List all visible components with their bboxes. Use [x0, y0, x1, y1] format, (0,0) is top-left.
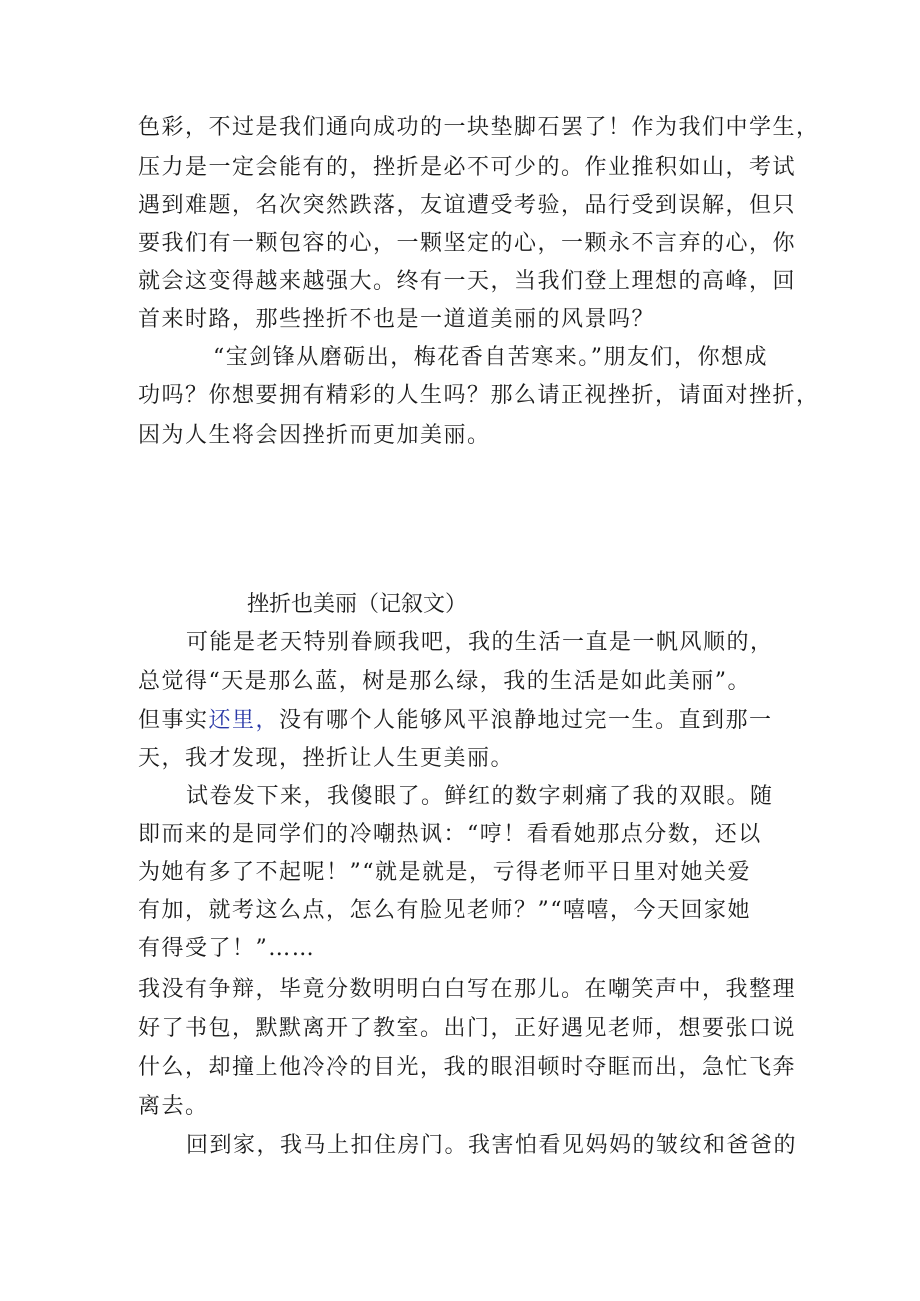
essay1-line-4: 要我们有一颗包容的心，一颗坚定的心，一颗永不言弃的心，你 [138, 231, 797, 256]
essay1-line-3: 遇到难题，名次突然跌落，友谊遭受考验，品行受到误解，但只 [138, 193, 797, 218]
essay2-line-6: 即而来的是同学们的冷嘲热讽：“哼！看看她那点分数，还以 [138, 822, 762, 847]
essay2-line-7: 为她有多了不起呢！”“就是就是，亏得老师平日里对她关爱 [138, 860, 751, 885]
essay1-line-1: 色彩，不过是我们通向成功的一块垫脚石罢了！作为我们中学生， [138, 115, 820, 140]
essay2-line-10: 我没有争辩，毕竟分数明明白白写在那儿。在嘲笑声中，我整理 [138, 977, 797, 1002]
essay2-line-4: 天，我才发现，挫折让人生更美丽。 [138, 746, 515, 771]
essay2-link-text[interactable]: 还里， [208, 708, 280, 733]
essay1-line-2: 压力是一定会能有的，挫折是必不可少的。作业推积如山，考试 [138, 155, 797, 180]
essay2-title: 挫折也美丽（记叙文） [247, 592, 468, 617]
essay2-line-3-end: 没有哪个人能够风平浪静地过完一生。直到那一 [279, 708, 773, 733]
essay2-line-11: 好了书包，默默离开了教室。出门，正好遇见老师，想要张口说 [138, 1016, 797, 1041]
essay1-line-6: 首来时路，那些挫折不也是一道道美丽的风景吗？ [138, 307, 656, 332]
essay2-line-3 [138, 706, 773, 736]
essay1-line-8: 功吗？你想要拥有精彩的人生吗？那么请正视挫折，请面对挫折， [138, 383, 820, 408]
essay1-line-9: 因为人生将会因挫折而更加美丽。 [138, 423, 491, 448]
essay2-line-14: 回到家，我马上扣住房门。我害怕看见妈妈的皱纹和爸爸的 [186, 1133, 798, 1158]
essay2-line-1: 可能是老天特别眷顾我吧，我的生活一直是一帆风顺的， [186, 630, 774, 655]
essay2-line-5: 试卷发下来，我傻眼了。鲜红的数字刺痛了我的双眼。随 [186, 784, 774, 809]
essay2-line-2: 总觉得“天是那么蓝，树是那么绿，我的生活是如此美丽”。 [138, 669, 751, 694]
essay2-line-12: 什么，却撞上他冷冷的目光，我的眼泪顿时夺眶而出，急忙飞奔 [138, 1055, 797, 1080]
essay1-line-7: “宝剑锋从磨砺出，梅花香自苦寒来。”朋友们，你想成 [213, 345, 768, 370]
essay1-line-5: 就会这变得越来越强大。终有一天，当我们登上理想的高峰，回 [138, 269, 797, 294]
essay2-line-9: 有得受了！”…… [138, 936, 316, 961]
essay2-line-13: 离去。 [138, 1094, 209, 1119]
essay2-line-8: 有加，就考这么点，怎么有脸见老师？”“嘻嘻，今天回家她 [138, 898, 751, 923]
essay2-line-3-start: 但事实 [138, 708, 209, 733]
